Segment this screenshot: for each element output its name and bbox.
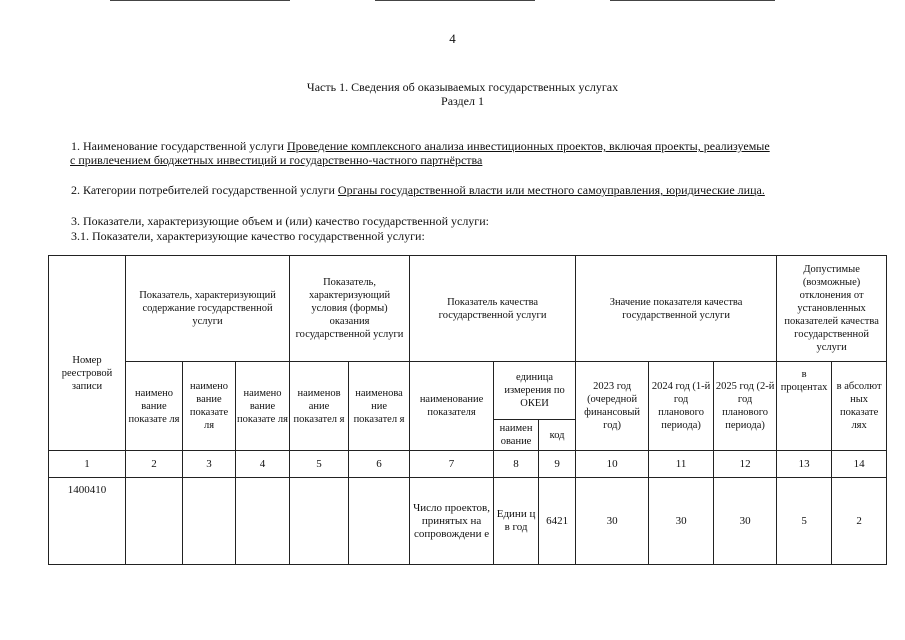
item-1-line-1: [71, 139, 861, 153]
header-unit-okei: единица измерения по ОКЕИ: [494, 362, 576, 420]
content-indicator-cell-3: [236, 478, 290, 565]
column-number: 13: [777, 451, 832, 478]
header-content-name-2: наимено вание показате ля: [183, 362, 236, 451]
column-numbers-row: [49, 451, 887, 478]
item-1-value-line-1: Проведение комплексного анализа инвестиционных проектов, включая проекты, реализуемые: [286, 139, 770, 153]
header-unit-code: код: [539, 420, 576, 451]
header-quality-indicator: Показатель качества государственной услуги: [410, 256, 576, 362]
header-condition-name-1: наименов ание показател я: [290, 362, 349, 451]
item-2-prefix: 2. Категории потребителей государственной услуги: [71, 183, 338, 197]
header-content-name-3: наимено вание показате ля: [236, 362, 290, 451]
column-number: 3: [183, 451, 236, 478]
column-number: 7: [410, 451, 494, 478]
deviation-percent-cell: 5: [777, 478, 832, 565]
header-deviation-absolute: в абсолют ных показате лях: [832, 362, 887, 451]
section-title: Раздел 1: [441, 94, 484, 108]
column-number: 5: [290, 451, 349, 478]
content-indicator-cell-2: [183, 478, 236, 565]
condition-indicator-cell-1: [290, 478, 349, 565]
item-1-line-2: [70, 153, 861, 167]
header-indicator-name: наименование показателя: [410, 362, 494, 451]
item-1-prefix: 1. Наименование государственной услуги: [71, 139, 287, 153]
deviation-absolute-cell: 2: [832, 478, 887, 565]
column-number: 6: [349, 451, 410, 478]
column-number: 12: [714, 451, 777, 478]
condition-indicator-cell-2: [349, 478, 410, 565]
unit-name-cell: Едини ц в год: [494, 478, 539, 565]
column-number: 4: [236, 451, 290, 478]
value-2023-cell: 30: [576, 478, 649, 565]
content-indicator-cell-1: [126, 478, 183, 565]
value-2025-cell: 30: [714, 478, 777, 565]
header-unit-name: наимен ование: [494, 420, 539, 451]
item-1-service-name: [71, 139, 861, 167]
page-number: 4: [449, 31, 456, 46]
item-3-heading: 3. Показатели, характеризующие объем и (или) качество государственной услуги:: [71, 214, 489, 228]
header-allowed-deviations: Допустимые (возможные) отклонения от установленных показателей качества государственной услуги: [777, 256, 887, 362]
part-title: Часть 1. Сведения об оказываемых государственных услугах: [306, 80, 619, 94]
unit-code-cell: 6421: [539, 478, 576, 565]
header-value-2023: 2023 год (очередной финансовый год): [576, 362, 649, 451]
header-content-indicator: Показатель, характеризующий содержание государственной услуги: [126, 256, 290, 362]
header-registry-number-text: Номер реестровой записи: [61, 354, 113, 392]
column-number: 2: [126, 451, 183, 478]
quality-indicators-table: [48, 255, 887, 565]
column-number: 14: [832, 451, 887, 478]
header-condition-name-2: наименова ние показател я: [349, 362, 410, 451]
header-quality-value: Значение показателя качества государственной услуги: [576, 256, 777, 362]
item-3-1-heading: 3.1. Показатели, характеризующие качество государственной услуги:: [71, 229, 425, 243]
value-2024-cell: 30: [649, 478, 714, 565]
item-2-consumers: [71, 183, 861, 197]
item-2-value: Органы государственной власти или местного самоуправления, юридические лица.: [337, 183, 765, 197]
registry-number-cell: 1400410: [49, 478, 126, 565]
header-content-name-1: наимено вание показате ля: [126, 362, 183, 451]
top-rule-left: [110, 0, 290, 1]
column-number: 8: [494, 451, 539, 478]
column-number: 9: [539, 451, 576, 478]
item-1-value-line-2: с привлечением бюджетных инвестиций и государственно-частного партнёрства: [70, 153, 483, 167]
column-number: 11: [649, 451, 714, 478]
table-row: [49, 478, 887, 565]
header-conditions-indicator: Показатель, характеризующий условия (формы) оказания государственной услуги: [290, 256, 410, 362]
header-value-2024: 2024 год (1-й год планового периода): [649, 362, 714, 451]
top-rule-middle: [375, 0, 535, 1]
header-deviation-percent: в процентах: [777, 362, 832, 451]
header-value-2025: 2025 год (2-й год планового периода): [714, 362, 777, 451]
column-number: 1: [49, 451, 126, 478]
column-number: 10: [576, 451, 649, 478]
header-registry-number: [49, 256, 126, 451]
indicator-name-cell: Число проектов, принятых на сопровождени е: [410, 478, 494, 565]
top-rule-right: [610, 0, 775, 1]
